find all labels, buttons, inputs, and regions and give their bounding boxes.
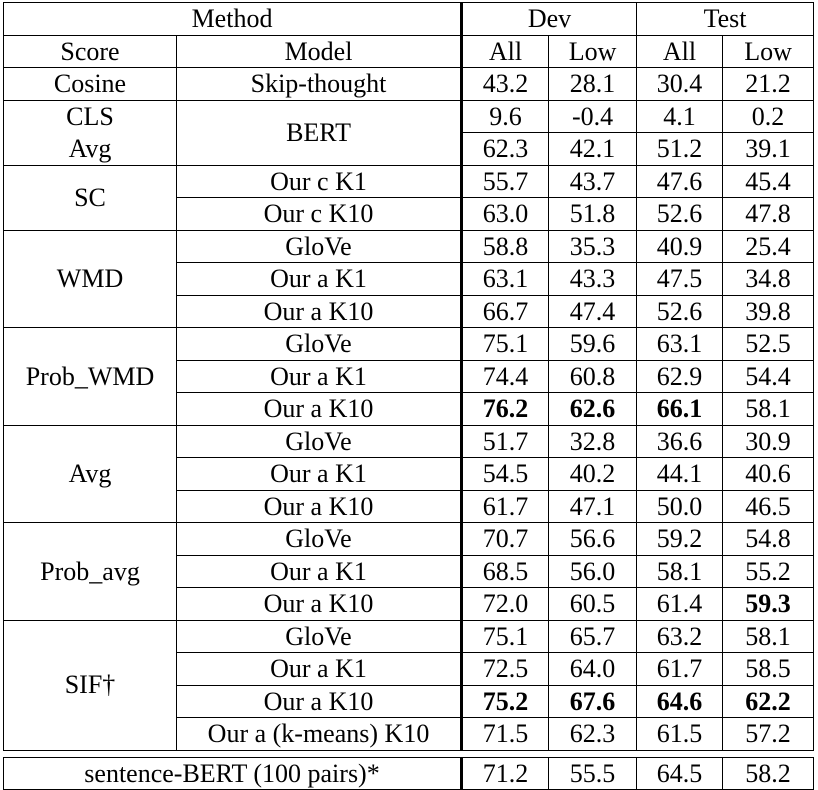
value-dev-all: 43.2 (462, 68, 549, 101)
value-test-low: 52.5 (723, 328, 814, 361)
table-row (4, 328, 814, 361)
model-cell: Our c K1 (177, 165, 462, 198)
value-test-all: 63.2 (637, 620, 723, 653)
value-test-all: 62.9 (637, 360, 723, 393)
table-row (4, 620, 814, 653)
value-dev-all: 55.7 (462, 165, 549, 198)
value-dev-low: 62.3 (549, 718, 637, 751)
value-test-all: 66.1 (637, 393, 723, 426)
value-dev-low: 40.2 (549, 458, 637, 491)
value-dev-low: 28.1 (549, 68, 637, 101)
value-dev-all: 62.3 (462, 133, 549, 166)
value-test-low: 54.4 (723, 360, 814, 393)
value-test-low: 58.1 (723, 393, 814, 426)
value-test-all: 50.0 (637, 490, 723, 523)
value-dev-all: 66.7 (462, 295, 549, 328)
model-cell: Our a K1 (177, 458, 462, 491)
score-cell: Avg (4, 425, 177, 523)
header-test-low: Low (723, 35, 814, 68)
model-cell: Our a K1 (177, 555, 462, 588)
value-dev-all: 58.8 (462, 230, 549, 263)
results-table (3, 2, 814, 790)
value-dev-low: 65.7 (549, 620, 637, 653)
value-test-all: 4.1 (637, 100, 723, 133)
value-test-all: 52.6 (637, 198, 723, 231)
value-dev-low: 56.0 (549, 555, 637, 588)
value-test-all: 61.5 (637, 718, 723, 751)
value-dev-low: 60.8 (549, 360, 637, 393)
model-cell: Skip-thought (177, 68, 462, 101)
score-line: Avg (68, 133, 112, 163)
table-row (4, 230, 814, 263)
value-test-all: 40.9 (637, 230, 723, 263)
score-cell: SIF† (4, 620, 177, 750)
table-row (4, 523, 814, 556)
value-test-all: 51.2 (637, 133, 723, 166)
value-test-low: 55.2 (723, 555, 814, 588)
value-dev-low: 51.8 (549, 198, 637, 231)
value-test-all: 58.1 (637, 555, 723, 588)
model-cell: BERT (177, 100, 462, 165)
model-cell: GloVe (177, 425, 462, 458)
model-cell: Our a K1 (177, 653, 462, 686)
value-test-all: 36.6 (637, 425, 723, 458)
score-line: CLS (66, 102, 114, 131)
model-cell: Our c K10 (177, 198, 462, 231)
value-test-low: 21.2 (723, 68, 814, 101)
header-test: Test (637, 3, 814, 36)
score-cell: Cosine (4, 68, 177, 101)
value-dev-low: 35.3 (549, 230, 637, 263)
value-test-all: 47.5 (637, 263, 723, 296)
value-dev-low: 43.7 (549, 165, 637, 198)
value-test-low: 54.8 (723, 523, 814, 556)
score-cell: WMD (4, 230, 177, 328)
model-cell: GloVe (177, 230, 462, 263)
model-cell: Our a (k-means) K10 (177, 718, 462, 751)
table-row (4, 165, 814, 198)
model-cell: GloVe (177, 620, 462, 653)
value-test-low: 57.2 (723, 718, 814, 751)
model-cell: Our a K10 (177, 490, 462, 523)
value-test-low: 30.9 (723, 425, 814, 458)
value-test-all: 61.4 (637, 588, 723, 621)
value-test-low: 39.1 (723, 133, 814, 166)
value-dev-all: 63.0 (462, 198, 549, 231)
value-test-all: 61.7 (637, 653, 723, 686)
results-table-body (4, 3, 814, 790)
value-dev-low: 56.6 (549, 523, 637, 556)
footer-label: sentence-BERT (100 pairs)* (4, 757, 462, 790)
value-test-low: 62.2 (723, 685, 814, 718)
header-score: Score (4, 35, 177, 68)
value-dev-low: 59.6 (549, 328, 637, 361)
score-cell: Prob_avg (4, 523, 177, 621)
value-test-low: 45.4 (723, 165, 814, 198)
header-dev-all: All (462, 35, 549, 68)
table-row (4, 100, 814, 133)
value-test-all: 64.6 (637, 685, 723, 718)
value-dev-all: 9.6 (462, 100, 549, 133)
header-method: Method (4, 3, 462, 36)
value-dev-all: 72.0 (462, 588, 549, 621)
value-dev-low: 64.0 (549, 653, 637, 686)
model-cell: Our a K1 (177, 263, 462, 296)
header-row-1 (4, 3, 814, 36)
model-cell: Our a K10 (177, 685, 462, 718)
value-dev-low: -0.4 (549, 100, 637, 133)
value-dev-all: 75.1 (462, 620, 549, 653)
score-cell: Prob_WMD (4, 328, 177, 426)
value-dev-all: 54.5 (462, 458, 549, 491)
value-test-all: 30.4 (637, 68, 723, 101)
model-cell: Our a K10 (177, 393, 462, 426)
value-dev-all: 63.1 (462, 263, 549, 296)
value-test-all: 52.6 (637, 295, 723, 328)
footer-value-test-low: 58.2 (723, 757, 814, 790)
value-dev-low: 47.4 (549, 295, 637, 328)
score-cell: SC (4, 165, 177, 230)
value-dev-all: 70.7 (462, 523, 549, 556)
value-dev-low: 43.3 (549, 263, 637, 296)
value-dev-all: 75.1 (462, 328, 549, 361)
value-dev-all: 51.7 (462, 425, 549, 458)
table-row (4, 68, 814, 101)
value-dev-all: 76.2 (462, 393, 549, 426)
value-test-low: 46.5 (723, 490, 814, 523)
value-dev-all: 75.2 (462, 685, 549, 718)
value-test-low: 39.8 (723, 295, 814, 328)
value-dev-low: 42.1 (549, 133, 637, 166)
model-cell: Our a K1 (177, 360, 462, 393)
value-test-low: 58.1 (723, 620, 814, 653)
value-test-low: 40.6 (723, 458, 814, 491)
header-test-all: All (637, 35, 723, 68)
footer-row (4, 757, 814, 790)
value-dev-low: 67.6 (549, 685, 637, 718)
header-dev-low: Low (549, 35, 637, 68)
value-test-low: 47.8 (723, 198, 814, 231)
value-test-low: 59.3 (723, 588, 814, 621)
table-row (4, 425, 814, 458)
value-dev-low: 47.1 (549, 490, 637, 523)
footer-gap (4, 750, 814, 757)
model-cell: GloVe (177, 328, 462, 361)
value-test-all: 63.1 (637, 328, 723, 361)
value-dev-all: 72.5 (462, 653, 549, 686)
value-dev-all: 68.5 (462, 555, 549, 588)
value-test-all: 59.2 (637, 523, 723, 556)
value-dev-low: 32.8 (549, 425, 637, 458)
header-dev: Dev (462, 3, 637, 36)
header-model: Model (177, 35, 462, 68)
value-dev-low: 62.6 (549, 393, 637, 426)
value-test-low: 58.5 (723, 653, 814, 686)
header-row-2 (4, 35, 814, 68)
value-dev-all: 71.5 (462, 718, 549, 751)
value-test-low: 34.8 (723, 263, 814, 296)
value-dev-all: 61.7 (462, 490, 549, 523)
footer-value-test-all: 64.5 (637, 757, 723, 790)
value-test-low: 25.4 (723, 230, 814, 263)
footer-value-dev-all: 71.2 (462, 757, 549, 790)
value-test-all: 44.1 (637, 458, 723, 491)
score-cell (4, 100, 177, 165)
value-dev-low: 60.5 (549, 588, 637, 621)
footer-gap-cell (4, 750, 814, 757)
value-test-all: 47.6 (637, 165, 723, 198)
model-cell: Our a K10 (177, 295, 462, 328)
model-cell: Our a K10 (177, 588, 462, 621)
model-cell: GloVe (177, 523, 462, 556)
footer-value-dev-low: 55.5 (549, 757, 637, 790)
value-dev-all: 74.4 (462, 360, 549, 393)
value-test-low: 0.2 (723, 100, 814, 133)
